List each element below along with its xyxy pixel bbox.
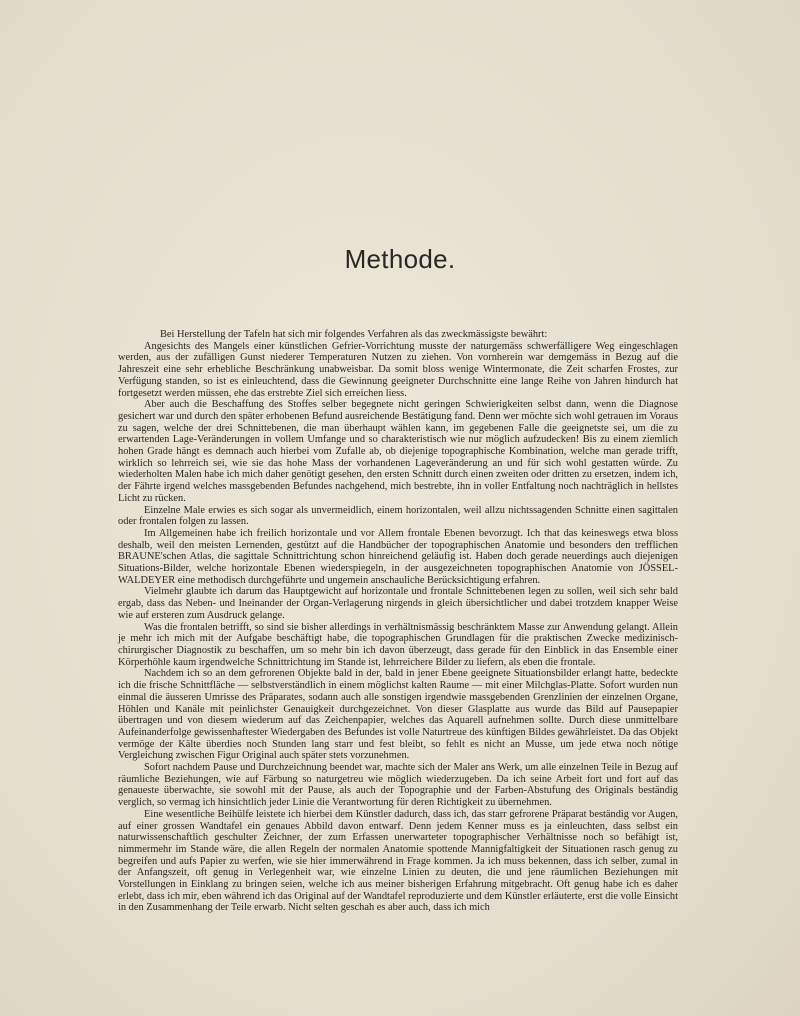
paragraph: Bei Herstellung der Tafeln hat sich mir folgendes Verfahren als das zweckmässigste bewährt: bbox=[160, 329, 548, 340]
paragraph: Einzelne Male erwies es sich sogar als unvermeidlich, einem horizontalen, weil allzu nichtssagenden Schnitte einen sagittalen oder frontalen folgen zu lassen. bbox=[118, 504, 678, 528]
paragraph: Sofort nachdem Pause und Durchzeichnung beendet war, machte sich der Maler ans Werk, um alle einzelnen Teile in Bezug auf räumliche Beziehungen, wie auf Färbung so naturgetreu wie möglich wiederzugeben. Da ich seine Arbeit fort und fort auf das genaueste überwachte, sie sowohl mit der Pause, als auch der Topographie und der Farben-Abstufung des Originals beständig verglich, so vermag ich hinsichtlich jeder Linie die Verantwortung für deren Richtigkeit zu übernehmen. bbox=[118, 762, 678, 809]
paragraph: Eine wesentliche Beihülfe leistete ich hierbei dem Künstler dadurch, dass ich, das starr gefrorene Präparat beständig vor Augen, auf einer grossen Wandtafel ein genaues Abbild davon entwarf. Denn jedem Kenner muss es ja einleuchten, dass selbst ein naturwissenschaftlich geschulter Zeichner, der zum Erfassen unerwarteter topographischer Verhältnisse noch so befähigt ist, nimmermehr im Stande wäre, die allen Regeln der normalen Anatomie spottende Mannigfaltigkeit der Situationen rasch genug zu begreifen und aufs Papier zu werfen, wie sie hier immerwährend in Frage kommen. Ja ich muss bekennen, dass ich selber, zumal in der Anfangszeit, oft genug in Verlegenheit war, wie einzelne Linien zu deuten, die und jene räumlichen Beziehungen mit Vorstellungen in Einklang zu bringen seien, welche ich aus meiner bisherigen Erfahrung mitgebracht. Oft genug habe ich es daher erlebt, dass ich mir, eben während ich das Original auf der Wandtafel reproduzierte und dem Künstler erläuterte, erst die volle Einsicht in den Zusammenhang der Teile erwarb. Nicht selten geschah es aber auch, dass ich mich bbox=[118, 808, 678, 914]
page-title: Methode. bbox=[344, 244, 456, 274]
paragraph: Aber auch die Beschaffung des Stoffes selber begegnete nicht geringen Schwierigkeiten selbst dann, wenn die Diagnose gesichert war und durch den später erhobenen Befund ausreichende Bestätigung fand. Denn wer möchte sich wohl getrauen im Voraus zu sagen, welche der drei Schnittebenen, die man überhaupt wählen kann, im gegebenen Falle die geeignetste sei, um die zu erwartenden Lage-Veränderungen in vollem Umfange und so charakteristisch wie nur möglich aufzudecken! Bis zu einem ziemlich hohen Grade hängt es demnach auch hierbei vom Zufalle ab, ob diejenige topographische Kombination, welche man gerade trifft, wirklich so lehrreich sei, wie sie das hohe Mass der vorhandenen Lageveränderung an und für sich wohl gestatten würde. Zu wiederholten Malen habe ich mich daher genötigt gesehen, den ersten Schnitt durch einen zweiten oder dritten zu ersetzen, indem ich, der Fährte irgend welches massgebenden Befundes nachgehend, mich bestrebte, ihn in voller Entfaltung noch nachträglich in hellstes Licht zu rücken. bbox=[118, 399, 678, 504]
paragraph: Vielmehr glaubte ich darum das Hauptgewicht auf horizontale und frontale Schnittebenen legen zu sollen, weil sich sehr bald ergab, dass das Neben- und Ineinander der Organ-Verlagerung nirgends in gleich übersichtlicher und dabei trotzdem knapper Weise wie auf ersteren zum Ausdruck gelange. bbox=[118, 586, 678, 621]
paragraph: Angesichts des Mangels einer künstlichen Gefrier-Vorrichtung musste der naturgemäss schwerfälligere Weg eingeschlagen werden, aus der zufälligen Gunst niederer Temperaturen Nutzen zu ziehen. Von vornherein war demgemäss in Bezug auf die Jahreszeit eine sehr erhebliche Beschränkung unabweisbar. Da somit bloss wenige Wintermonate, die Zeit scharfen Frostes, zur Verfügung standen, so ist es einleuchtend, dass die Gewinnung geeigneter Durchschnitte eine lange Reihe von Jahren hindurch hat fortgesetzt werden müssen, ehe das erstrebte Ziel sich erreichen liess. bbox=[118, 340, 678, 399]
paragraph: Nachdem ich so an dem gefrorenen Objekte bald in der, bald in jener Ebene geeignete Situationsbilder erlangt hatte, bedeckte ich die frische Schnittfläche — selbstverständlich in einem möglichst kalten Raume — mit einer Milchglas-Platte. Sofort wurden nun einmal die äusseren Umrisse des Präparates, sodann auch alle sonstigen irgendwie massgebenden Grenzlinien der einzelnen Organe, Höhlen und Kanäle mit peinlichster Genauigkeit durchgezeichnet. Von dieser Glasplatte aus wurde das Bild auf Pausepapier übertragen und von diesem wiederum auf das Zeichenpapier, welches das Aquarell aufnehmen sollte. Durch diese unmittelbare Aufeinanderfolge gewissenhaftester Wiedergaben des Befundes ist volle Naturtreue des künftigen Bildes gewährleistet. Da das Objekt vermöge der Kälte überdies noch Stunden lang starr und fest bleibt, so fehlt es nicht an Musse, um jede etwa noch nötige Vergleichung zwischen Figur Original auch später stets vorzunehmen. bbox=[118, 668, 678, 762]
paragraph: Im Allgemeinen habe ich freilich horizontale und vor Allem frontale Ebenen bevorzugt. Ich that das keineswegs etwa bloss deshalb, weil den meisten Lernenden, gestützt auf die Handbücher der topographischen Anatomie und besonders den trefflichen BRAUNE'schen Atlas, die sagittale Schnittrichtung schon hinreichend geläufig ist. Haben doch gerade neuerdings auch diejenigen Situations-Bilder, welche horizontale Ebenen wiederspiegeln, in der ausgezeichneten topographischen Anatomie von JÖSSEL-WALDEYER eine methodisch durchgeführte und ungemein anschauliche Berücksichtigung erfahren. bbox=[118, 527, 678, 586]
body-text bbox=[118, 329, 678, 914]
paragraph: Was die frontalen betrifft, so sind sie bisher allerdings in verhältnismässig beschränktem Masse zur Anwendung gelangt. Allein je mehr ich mich mit der Aufgabe beschäftigt habe, die topographischen Grundlagen für die praktischen Zwecke medizinisch-chirurgischer Diagnostik zu beschaffen, um so mehr bin ich davon überzeugt, dass gerade für den Einblick in das Ensemble einer Körperhöhle kaum irgendwelche Schnittrichtung im Stande ist, lehrreichere Bilder zu liefern, als eben die frontale. bbox=[118, 621, 678, 668]
